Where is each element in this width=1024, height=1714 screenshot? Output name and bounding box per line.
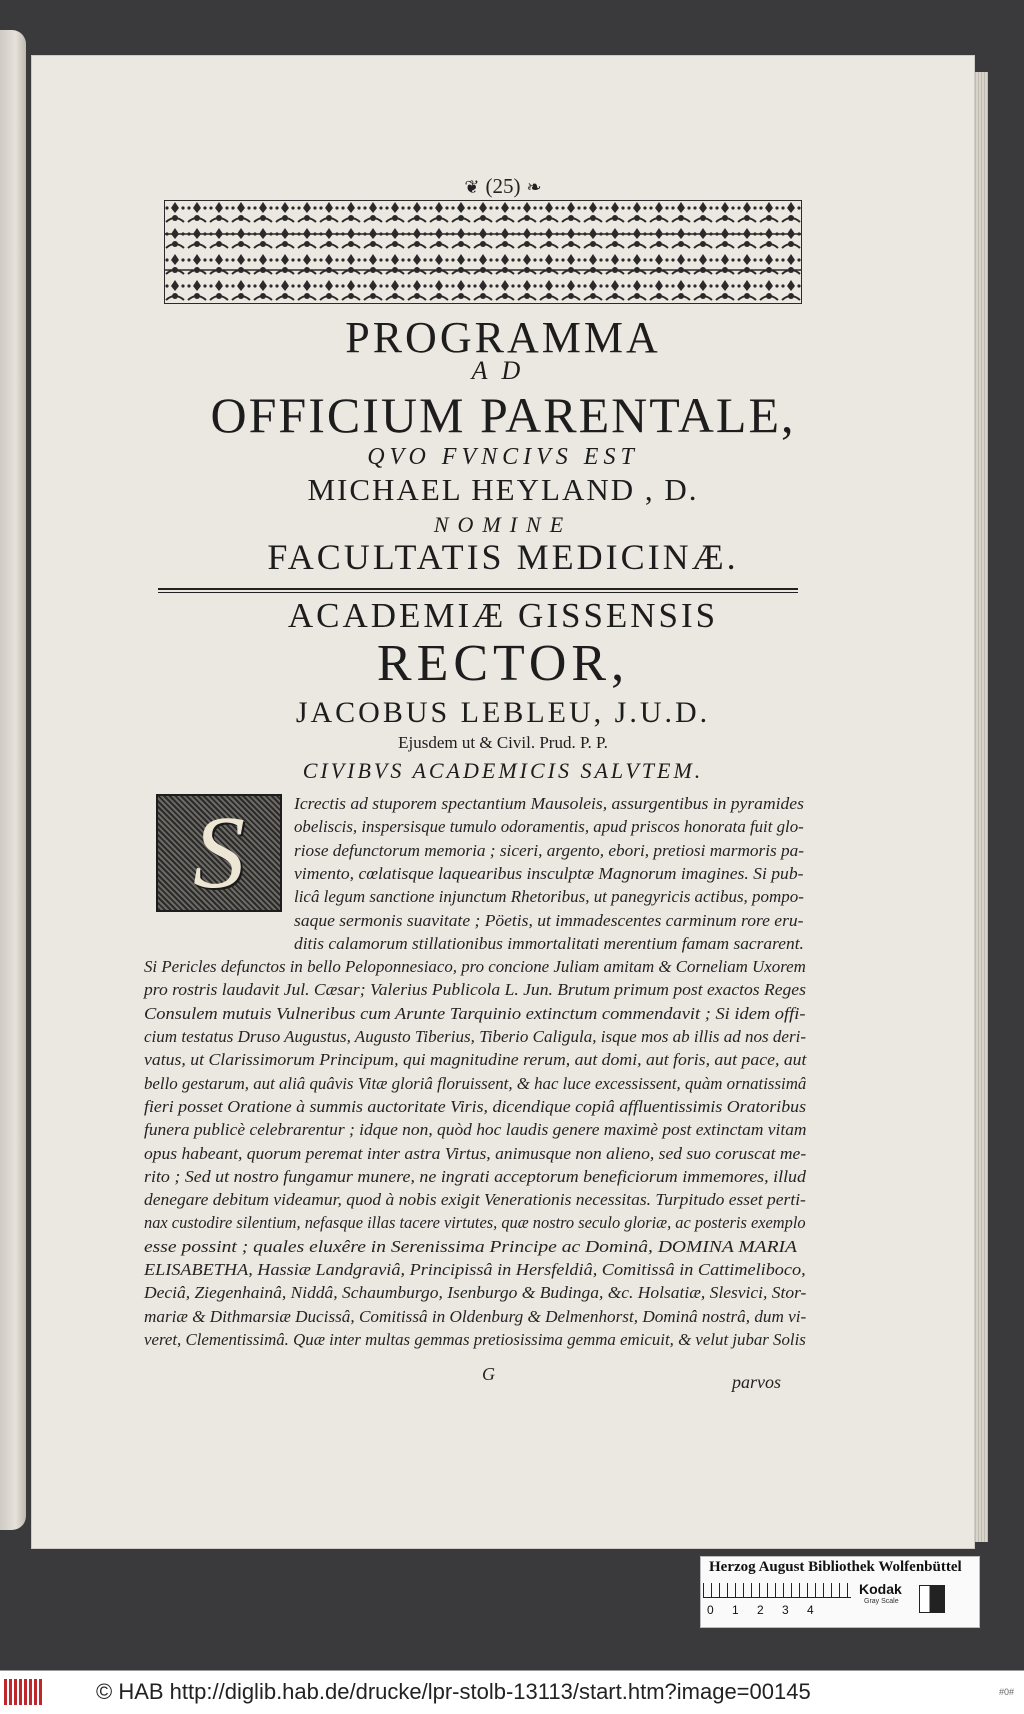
page-number-label: (25) <box>485 174 521 198</box>
body-line: ditis calamorum stillationibus immortalitati merentium famam sacrarent. <box>294 933 804 953</box>
title-officium-parentale: OFFICIUM PARENTALE, <box>210 387 796 443</box>
body-line: riose defunctorum memoria ; siceri, argento, ebori, pretiosi marmoris pa- <box>294 840 805 860</box>
body-line: Si Pericles defunctos in bello Peloponnesiaco, pro concione Juliam amitam & Corneliam Uxorem <box>144 957 806 977</box>
title-divider-rule <box>158 588 798 590</box>
title-facultatis-medicinae: FACULTATIS MEDICINÆ. <box>267 537 739 577</box>
scale-tick: 1 <box>732 1603 739 1617</box>
title-jacobus-lebleu: JACOBUS LEBLEU, J.U.D. <box>295 696 711 729</box>
footer-copyright-link[interactable]: © HAB http://diglib.hab.de/drucke/lpr-stolb-13113/start.htm?image=00145 <box>96 1679 811 1704</box>
body-line: cium testatus Druso Augustus, Augusto Tiberius, Tiberio Caligula, isque mos ab illis ad nos deri- <box>144 1027 807 1046</box>
title-michael-heyland: MICHAEL HEYLAND , D. <box>307 472 699 507</box>
body-line: ELISABETHA, Hassiæ Landgraviâ, Principissâ in Hersfeldiâ, Comitissâ in Cattimeliboco, <box>144 1260 806 1279</box>
body-line: esse possint ; quales eluxêre in Serenissima Principe ac Dominâ, DOMINA MARIA <box>144 1236 798 1256</box>
body-line: vatus, ut Clarissimorum Principum, qui magnitudine rerum, aut domi, aut foris, aut pace, aut <box>144 1050 807 1070</box>
body-line: rito ; Sed ut nostro fungamur munere, ne ingrati acceptorum beneficiorum immemores, illud <box>144 1166 806 1186</box>
title-ejusdem: Ejusdem ut & Civil. Prud. P. P. <box>398 733 608 752</box>
scale-card-title: Herzog August Bibliothek Wolfenbüttel <box>709 1559 962 1575</box>
ornamental-headpiece <box>164 200 802 304</box>
title-rector: RECTOR, <box>376 635 630 692</box>
title-programma: PROGRAMMA <box>345 313 661 362</box>
initial-letter: S <box>193 795 245 910</box>
title-nomine: NOMINE <box>433 512 573 537</box>
scale-tick: 3 <box>782 1603 789 1617</box>
title-divider-rule-thin <box>158 592 798 593</box>
page-content <box>32 56 974 1548</box>
body-line: Icrectis ad stuporem spectantium Mausoleis, assurgentibus in pyramides <box>294 794 804 813</box>
body-line: nax custodire silentium, nefasque illas tacere virtutes, quæ nostro seculo gloriæ, ac posteris exemplo <box>144 1213 806 1233</box>
scale-tick: 4 <box>807 1603 814 1617</box>
body-line: funera publicè celebrarentur ; idque non, quòd hoc laudis genere maximè post extinctam vitam <box>144 1120 807 1140</box>
title-ad: AD <box>471 356 535 385</box>
scale-tick: 2 <box>757 1603 764 1617</box>
footer-small-mark: #0# <box>998 1687 1014 1697</box>
body-line: bello gestarum, aut aliâ quâvis Vitæ gloriâ floruissent, & hac luce excessissent, quàm ornatissimâ <box>144 1073 807 1093</box>
body-line: Deciâ, Ziegenhainâ, Niddâ, Schaumburgo, Isenburgo & Budinga, &c. Holsatiæ, Slesvici, Stor- <box>144 1283 807 1303</box>
body-line: vimento, cœlatisque laquearibus insculptæ Magnorum imagines. Si pub- <box>294 863 804 883</box>
gray-scale-swatch <box>919 1585 945 1613</box>
book-page <box>32 56 974 1548</box>
body-line: obeliscis, inspersisque tumulo odoramentis, apud priscos honorata fuit glo- <box>294 817 804 837</box>
catchword: parvos <box>732 1372 781 1392</box>
body-line: Consulem mutuis Vulneribus cum Arunte Tarquinio extinctum commendavit ; Si idem offi- <box>144 1003 806 1023</box>
scale-ruler <box>703 1583 851 1598</box>
title-academiae-gissensis: ACADEMIÆ GISSENSIS <box>287 596 719 635</box>
page-number <box>32 174 974 199</box>
hab-logo-icon <box>4 1679 44 1705</box>
book-left-edge <box>0 30 26 1530</box>
body-line: saque sermonis suavitate ; Pöetis, ut immadescentes carminum rore eru- <box>294 910 804 930</box>
body-line: veret, Clementissimâ. Quæ inter multas gemmas pretiosissima gemma emicuit, & velut jubar Solis <box>144 1329 806 1349</box>
footer-bar <box>0 1670 1024 1714</box>
body-line: denegare debitum videamur, quod à nobis exigit Venerationis necessitas. Turpitudo esset perti- <box>144 1190 806 1210</box>
scale-tick: 0 <box>707 1603 714 1617</box>
body-line: mariæ & Dithmarsiæ Ducissâ, Comitissâ in Oldenburg & Delmenhorst, Dominâ nostrâ, dum vi- <box>144 1306 807 1326</box>
body-line: fieri posset Oratione à summis auctoritate Viris, dicendique copiâ affluentissimis Oratoribus <box>144 1096 807 1116</box>
fleuron-left-icon: ❦ <box>464 177 480 197</box>
color-scale-card <box>700 1556 980 1628</box>
signature-mark: G <box>482 1364 495 1384</box>
decorated-initial-letter <box>156 794 282 912</box>
kodak-brand: Kodak <box>859 1581 902 1597</box>
fleuron-right-icon: ❧ <box>526 177 542 197</box>
body-line: licâ legum sanctione injunctum Rhetoribus, ut panegyricis actibus, pompo- <box>294 887 804 907</box>
body-line: pro rostris laudavit Jul. Cæsar; Valerius Publicola L. Jun. Brutum primum post exactos Reges <box>144 980 806 1000</box>
body-line: opus habeant, quorum peremat inter astra Virtus, animusque non alieno, sed suo coruscat me- <box>144 1143 807 1163</box>
title-quo-funcius-est: QVO FVNCIVS EST <box>367 444 639 470</box>
gray-scale-label: Gray Scale <box>864 1598 899 1605</box>
scale-ticks <box>707 1603 857 1617</box>
title-civibus-academicis: CIVIBVS ACADEMICIS SALVTEM. <box>302 758 704 783</box>
